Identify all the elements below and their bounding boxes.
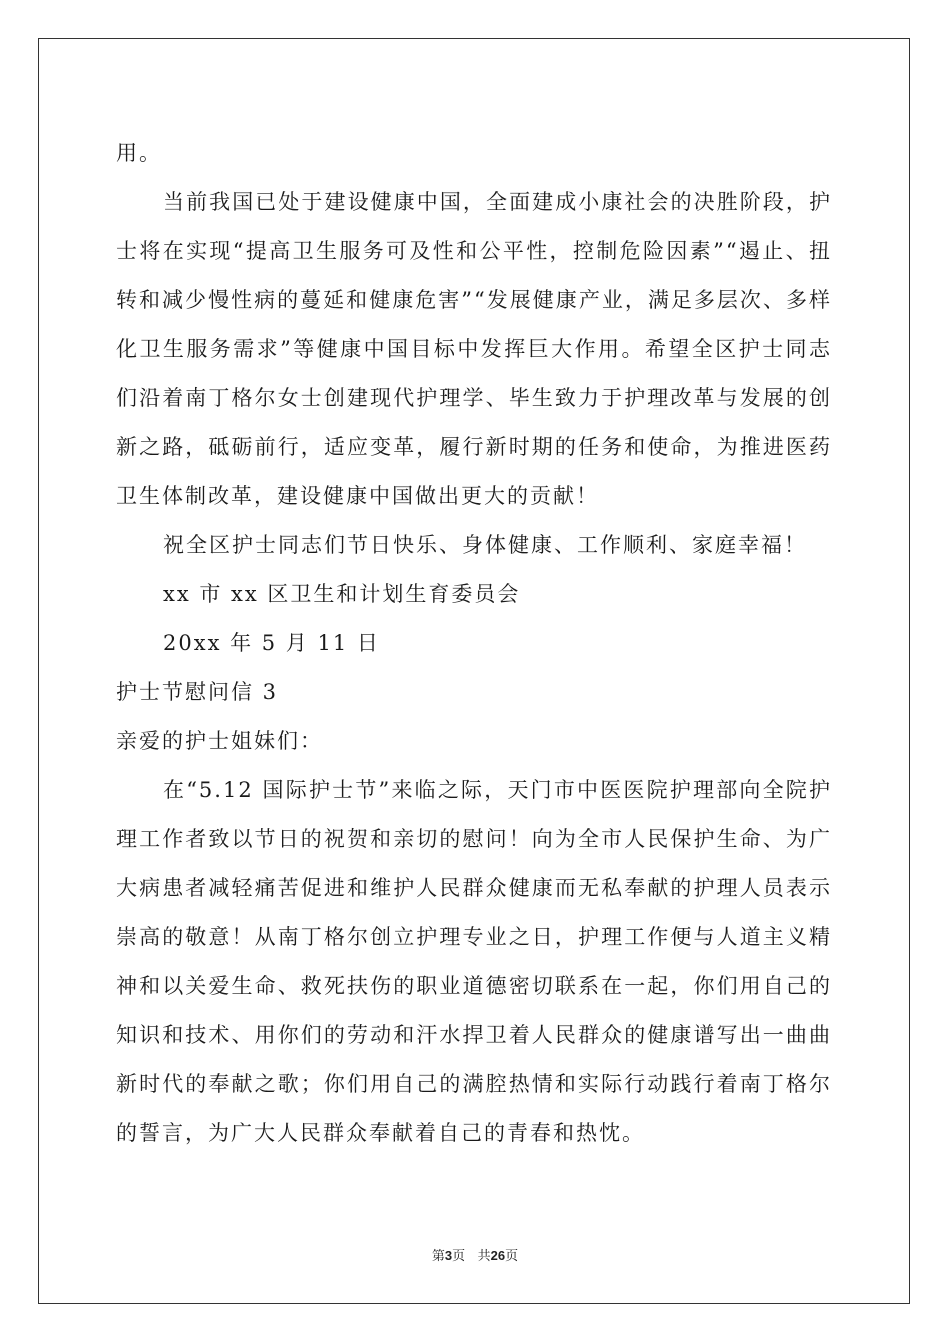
section-title: 护士节慰问信 3 xyxy=(116,680,279,704)
page-prefix: 第 xyxy=(431,1249,445,1264)
page-footer xyxy=(39,1245,911,1264)
paragraph-wishes: 祝全区护士同志们节日快乐、身体健康、工作顺利、家庭幸福！ xyxy=(163,533,807,557)
paragraph-nurses-day: 在“5.12 国际护士节”来临之际，天门市中医医院护理部向全院护理工作者致以节日的祝贺和亲切的慰问！向为全市人民保护生命、为广大病患者减轻痛苦促进和维护人民群众健康而无私奉献的护理人员表示崇高的敬意！从南丁格尔创立护理专业之日，护理工作便与人道主义精神和以关爱生命、救死扶伤的职业道德密切联系在一起，你们用自己的知识和技术、用你们的劳动和汗水捍卫着人民群众的健康谱写出一曲曲新时代的奉献之歌；你们用自己的满腔热情和实际行动践行着南丁格尔的誓言，为广大人民群众奉献着自己的青春和热忱。 xyxy=(116,778,832,1145)
document-page xyxy=(38,38,910,1304)
paragraph-continuation: 用。 xyxy=(116,141,162,165)
document-body xyxy=(116,129,832,1158)
total-pages: 26 xyxy=(490,1248,506,1263)
total-suffix: 页 xyxy=(505,1249,519,1264)
salutation: 亲爱的护士姐妹们： xyxy=(116,729,323,753)
page-number: 3 xyxy=(444,1248,453,1263)
total-prefix: 共 xyxy=(477,1249,491,1264)
page-suffix: 页 xyxy=(452,1249,466,1264)
signature-organization: xx 市 xx 区卫生和计划生育委员会 xyxy=(163,582,521,606)
paragraph-health-china: 当前我国已处于建设健康中国，全面建成小康社会的决胜阶段，护士将在实现“提高卫生服务可及性和公平性，控制危险因素”“遏止、扭转和减少慢性病的蔓延和健康危害”“发展健康产业，满足多层次、多样化卫生服务需求”等健康中国目标中发挥巨大作用。希望全区护士同志们沿着南丁格尔女士创建现代护理学、毕生致力于护理改革与发展的创新之路，砥砺前行，适应变革，履行新时期的任务和使命，为推进医药卫生体制改革，建设健康中国做出更大的贡献！ xyxy=(116,190,832,508)
signature-date: 20xx 年 5 月 11 日 xyxy=(163,631,380,655)
